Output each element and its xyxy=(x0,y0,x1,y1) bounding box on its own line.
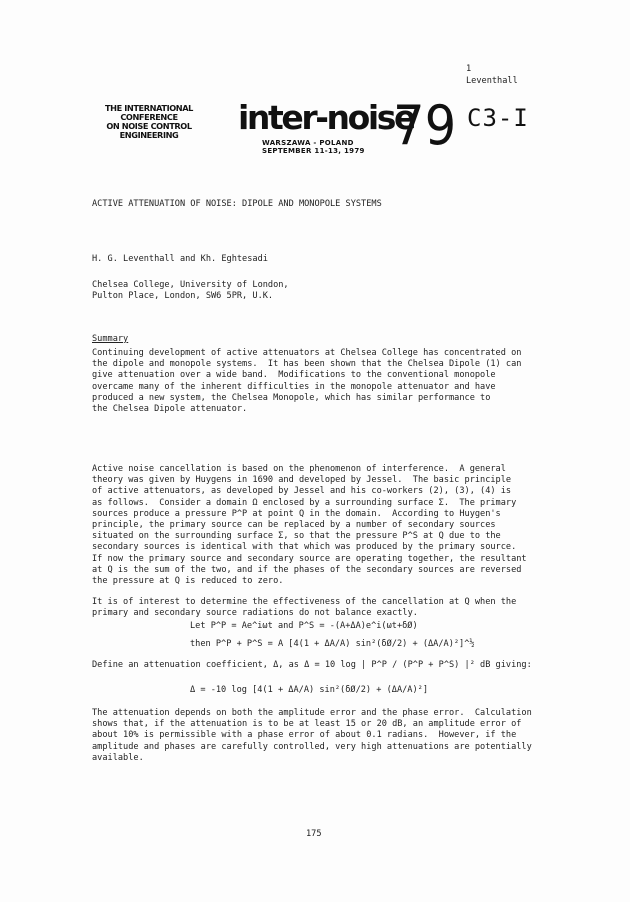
paper-title: ACTIVE ATTENUATION OF NOISE: DIPOLE AND MONOPOLE SYSTEMS xyxy=(92,199,382,209)
paper-authors: H. G. Leventhall and Kh. Eghtesadi xyxy=(92,254,268,264)
equation-sum: then P^P + P^S = A [4(1 + ΔA/A) sin²(δØ/2) + (ΔA/A)²]^½ xyxy=(190,639,475,649)
conference-logo-year: 79 xyxy=(393,94,457,157)
summary-heading: Summary xyxy=(92,334,129,344)
conclusion-paragraph: The attenuation depends on both the amplitude error and the phase error. Calculation shows that, if the attenuation is to be at least 15 or 20 dB, an amplitude error of about 10% is permissible with a phase error of about 0.1 radians. However, if the amplitude and phases are carefully controlled, very high attenuations are potentially available. xyxy=(92,708,532,763)
author-running-head: Leventhall xyxy=(466,76,518,86)
affiliation-line-2: Pulton Place, London, SW6 5PR, U.K. xyxy=(92,291,274,301)
conference-logo: inter-noise xyxy=(238,98,415,137)
page-folio: 175 xyxy=(306,829,322,839)
equation-attenuation-definition: Define an attenuation coefficient, Δ, as Δ = 10 log | P^P / (P^P + P^S) |² dB giving: xyxy=(92,660,532,670)
equation-pressures: Let P^P = Ae^iωt and P^S = -(A+ΔA)e^i(ωt+δØ) xyxy=(190,621,418,631)
conference-name: THE INTERNATIONAL CONFERENCE ON NOISE CONTROL ENGINEERING xyxy=(104,103,193,140)
intro-paragraph: Active noise cancellation is based on the phenomenon of interference. A general theory was given by Huygens in 1690 and developed by Jessel. The basic principle of active attenuators, as developed by Jessel and his co-workers (2), (3), (4) is as follows. Consider a domain Ω enclosed by a surrounding surface Σ. The primary sources produce a pressure P^P at point Q in the domain. According to Huygen's principle, the primary source can be replaced by a number of secondary sources situated on the surrounding surface Σ, so that the pressure P^S at Q due to the secondary sources is identical with that which was produced by the primary source. If now the primary source and secondary source are operating together, the resultant at Q is the sum of the two, and if the phases of the secondary sources are reversed the pressure at Q is reduced to zero. xyxy=(92,464,527,587)
session-code: C3-I xyxy=(467,104,529,132)
effectiveness-paragraph: It is of interest to determine the effectiveness of the cancellation at Q when the primary and secondary source radiations do not balance exactly. xyxy=(92,597,517,619)
affiliation-line-1: Chelsea College, University of London, xyxy=(92,280,289,290)
conference-location-date: WARSZAWA - POLAND SEPTEMBER 11-13, 1979 xyxy=(262,139,365,155)
summary-paragraph: Continuing development of active attenuators at Chelsea College has concentrated on the dipole and monopole systems. It has been shown that the Chelsea Dipole (1) can give attenuation over a wide band. Modifications to the conventional monopole overcame many of the inherent difficulties in the monopole attenuator and have produced a new system, the Chelsea Monopole, which has similar performance to the Chelsea Dipole attenuator. xyxy=(92,348,522,415)
page-number: 1 xyxy=(466,64,472,74)
equation-attenuation-result: Δ = -10 log [4(1 + ΔA/A) sin²(δØ/2) + (ΔA/A)²] xyxy=(190,685,428,695)
